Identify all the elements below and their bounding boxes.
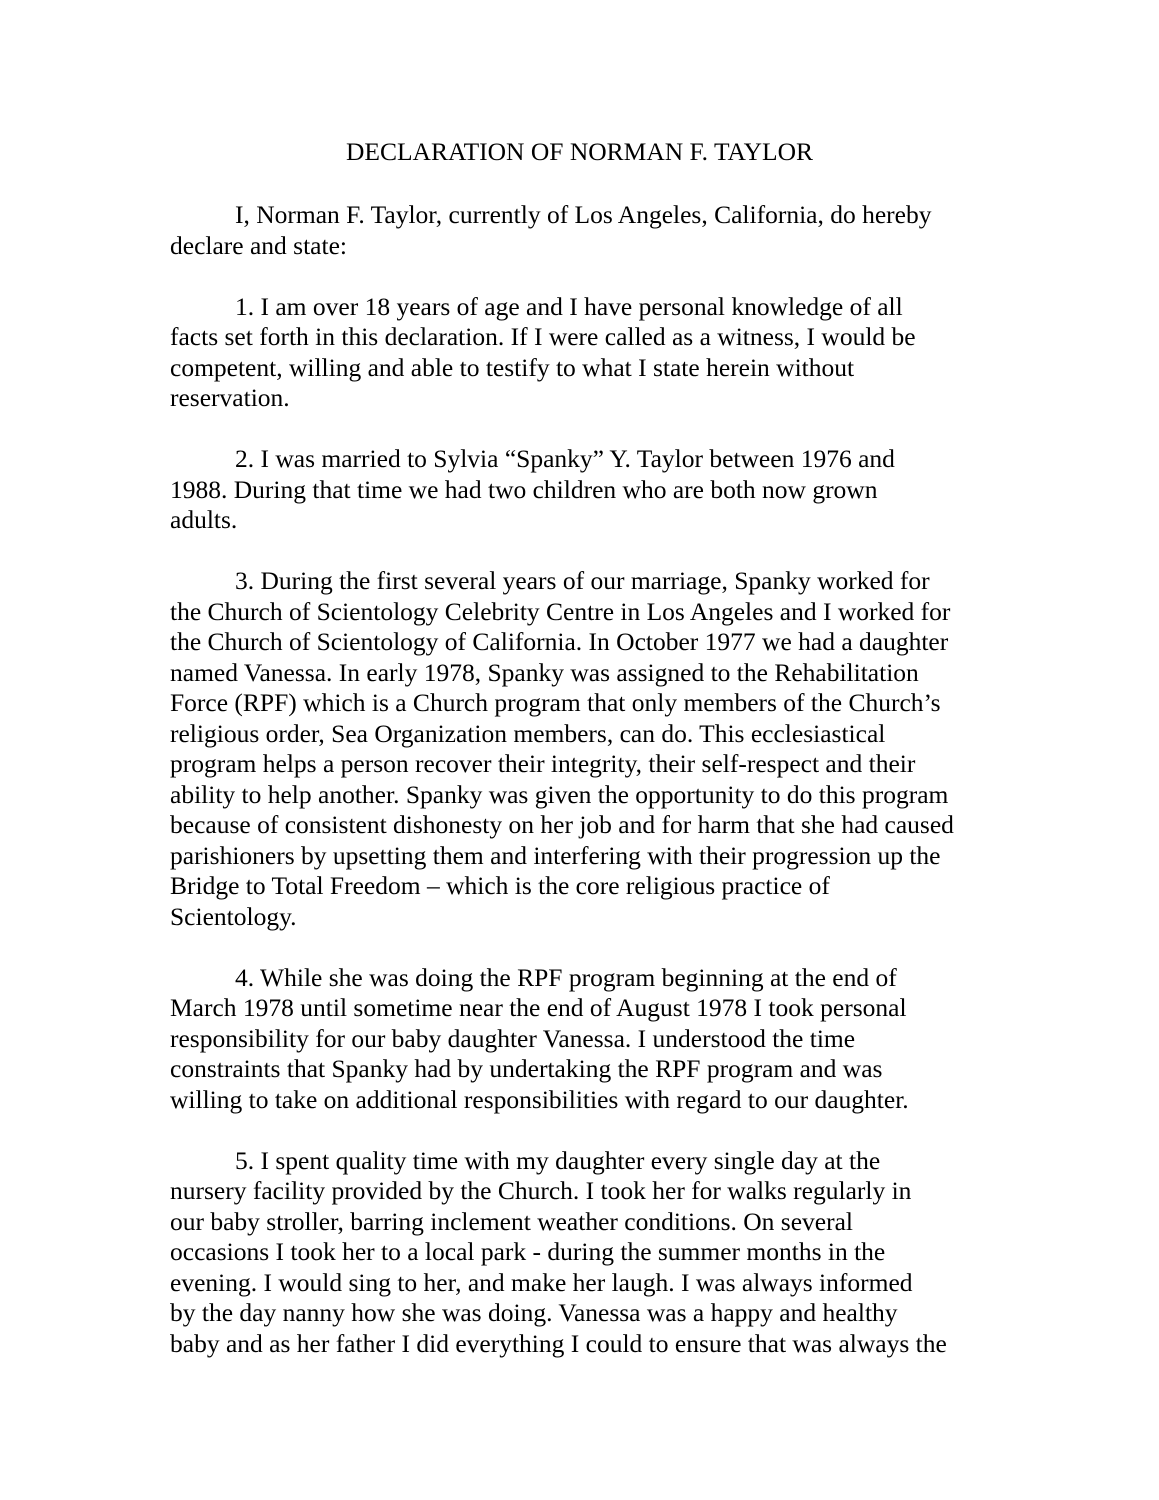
paragraph-3-line: religious order, Sea Organization members, can do. This ecclesiastical [170, 719, 886, 748]
intro-line: declare and state: [170, 231, 347, 260]
document-title: DECLARATION OF NORMAN F. TAYLOR [345, 137, 813, 166]
intro-line: I, Norman F. Taylor, currently of Los Angeles, California, do hereby [235, 200, 932, 229]
paragraph-3-line: 3. During the first several years of our marriage, Spanky worked for [235, 566, 930, 595]
paragraph-3-line: the Church of Scientology Celebrity Centre in Los Angeles and I worked for [170, 597, 951, 626]
paragraph-1-line: facts set forth in this declaration. If I were called as a witness, I would be [170, 322, 916, 351]
paragraph-4-line: March 1978 until sometime near the end of August 1978 I took personal [170, 993, 907, 1022]
paragraph-3-line: Scientology. [170, 902, 297, 931]
paragraph-3-line: program helps a person recover their integrity, their self-respect and their [170, 749, 916, 778]
paragraph-2-line: 1988. During that time we had two children who are both now grown [170, 475, 878, 504]
paragraph-3-line: Bridge to Total Freedom – which is the core religious practice of [170, 871, 830, 900]
paragraph-4-line: constraints that Spanky had by undertaking the RPF program and was [170, 1054, 883, 1083]
paragraph-5-line: nursery facility provided by the Church. I took her for walks regularly in [170, 1176, 912, 1205]
paragraph-1-line: competent, willing and able to testify to what I state herein without [170, 353, 855, 382]
paragraph-4-line: willing to take on additional responsibilities with regard to our daughter. [170, 1085, 909, 1114]
paragraph-5-line: evening. I would sing to her, and make her laugh. I was always informed [170, 1268, 913, 1297]
paragraph-5-line: baby and as her father I did everything I could to ensure that was always the [170, 1329, 947, 1358]
paragraph-3-line: Force (RPF) which is a Church program that only members of the Church’s [170, 688, 941, 717]
paragraph-1-line: reservation. [170, 383, 290, 412]
paragraph-3-line: the Church of Scientology of California. In October 1977 we had a daughter [170, 627, 949, 656]
paragraph-3-line: parishioners by upsetting them and interfering with their progression up the [170, 841, 941, 870]
paragraph-2-line: adults. [170, 505, 238, 534]
paragraph-5-line: occasions I took her to a local park - during the summer months in the [170, 1237, 886, 1266]
paragraph-5-line: 5. I spent quality time with my daughter every single day at the [235, 1146, 881, 1175]
paragraph-5-line: our baby stroller, barring inclement weather conditions. On several [170, 1207, 854, 1236]
paragraph-1-line: 1. I am over 18 years of age and I have personal knowledge of all [235, 292, 903, 321]
paragraph-4-line: responsibility for our baby daughter Vanessa. I understood the time [170, 1024, 856, 1053]
paragraph-5-line: by the day nanny how she was doing. Vanessa was a happy and healthy [170, 1298, 898, 1327]
paragraph-4-line: 4. While she was doing the RPF program beginning at the end of [235, 963, 897, 992]
paragraph-3-line: named Vanessa. In early 1978, Spanky was assigned to the Rehabilitation [170, 658, 919, 687]
paragraph-3-line: because of consistent dishonesty on her job and for harm that she had caused [170, 810, 954, 839]
paragraph-3-line: ability to help another. Spanky was given the opportunity to do this program [170, 780, 949, 809]
paragraph-2-line: 2. I was married to Sylvia “Spanky” Y. Taylor between 1976 and [235, 444, 895, 473]
